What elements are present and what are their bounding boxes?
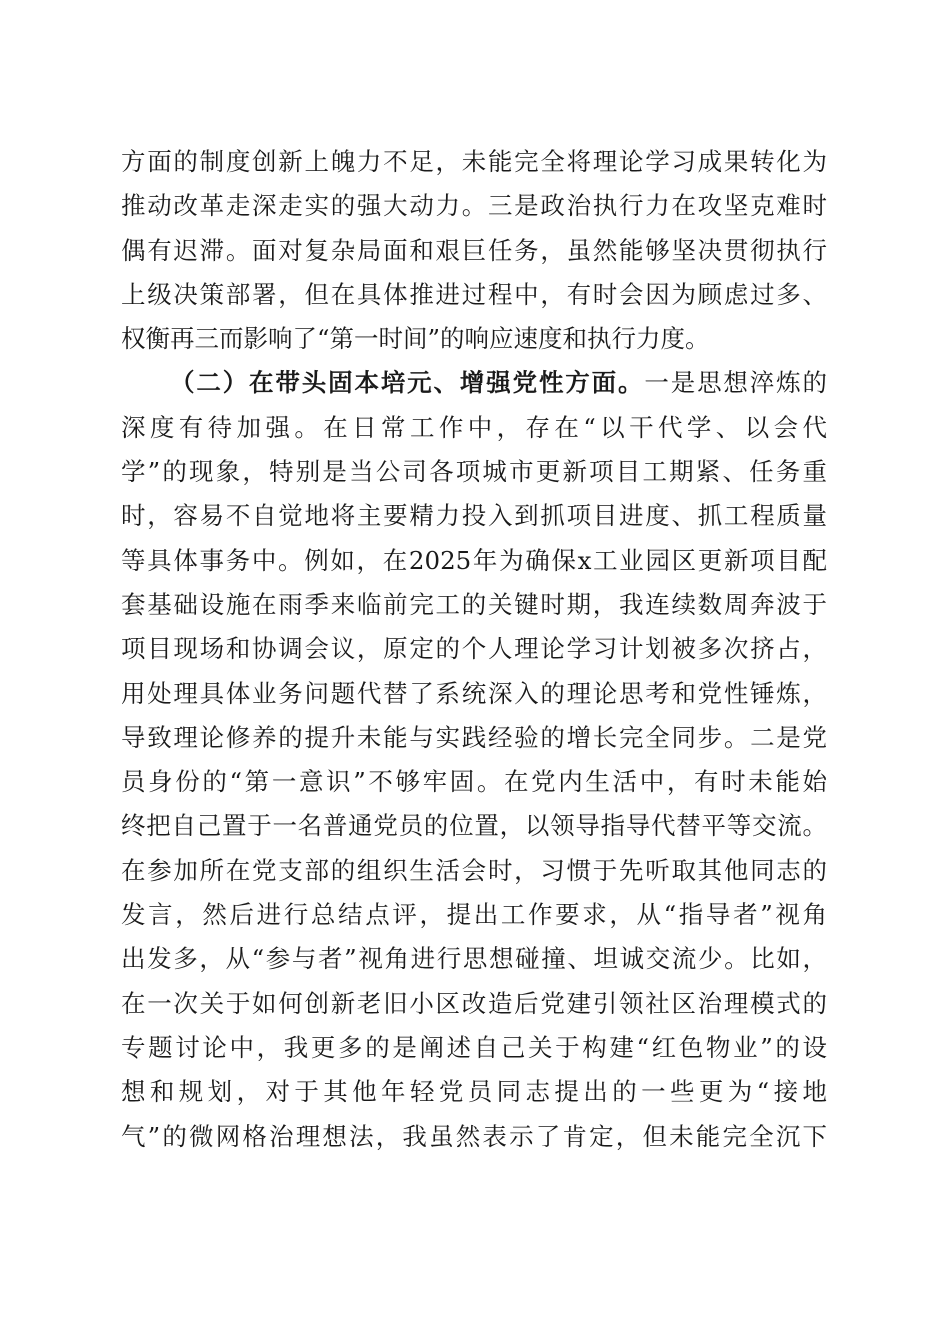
body-text (121, 140, 827, 1159)
section-two-intro: 一是思想淬炼的 (644, 368, 827, 398)
text-line: 偶有迟滞。面对复杂局面和艰巨任务，虽然能够坚决贯彻执行 (121, 235, 827, 265)
text-line: 项目现场和协调会议，原定的个人理论学习计划被多次挤占， (121, 634, 827, 664)
text-line: 终把自己置于一名普通党员的位置，以领导指导代替平等交流。 (121, 811, 827, 841)
text-line: 员身份的“第一意识”不够牢固。在党内生活中，有时未能始 (121, 767, 827, 797)
text-line: 方面的制度创新上魄力不足，未能完全将理论学习成果转化为 (121, 147, 827, 176)
text-line: 发言，然后进行总结点评，提出工作要求，从“指导者”视角 (121, 900, 827, 930)
section-two-heading: （二）在带头固本培元、增强党性方面。 (170, 368, 645, 398)
text-line: 深度有待加强。在日常工作中，存在“以干代学、以会代 (121, 412, 827, 442)
text-line: 时，容易不自觉地将主要精力投入到抓项目进度、抓工程质量 (121, 501, 827, 531)
text-line: 等具体事务中。例如，在2025年为确保x工业园区更新项目配 (121, 545, 827, 575)
text-line: 上级决策部署，但在具体推进过程中，有时会因为顾虑过多、 (121, 279, 827, 309)
text-line: 在参加所在党支部的组织生活会时，习惯于先听取其他同志的 (121, 855, 827, 885)
text-line: 学”的现象，特别是当公司各项城市更新项目工期紧、任务重 (121, 457, 827, 487)
text-line: 想和规划，对于其他年轻党员同志提出的一些更为“接地 (121, 1077, 827, 1107)
text-line: 用处理具体业务问题代替了系统深入的理论思考和党性锤炼， (121, 678, 827, 708)
text-line: 导致理论修养的提升未能与实践经验的增长完全同步。二是党 (121, 722, 827, 752)
text-line: 专题讨论中，我更多的是阐述自己关于构建“红色物业”的设 (121, 1032, 827, 1062)
text-line: 权衡再三而影响了“第一时间”的响应速度和执行力度。 (121, 324, 710, 354)
section-two-first-line (121, 361, 827, 405)
text-line: 出发多，从“参与者”视角进行思想碰撞、坦诚交流少。比如， (121, 944, 827, 974)
text-line: 套基础设施在雨季来临前完工的关键时期，我连续数周奔波于 (121, 589, 827, 619)
text-line: 气”的微网格治理想法，我虽然表示了肯定，但未能完全沉下 (121, 1121, 827, 1151)
text-line: 推动改革走深走实的强大动力。三是政治执行力在攻坚克难时 (121, 191, 827, 221)
text-line: 在一次关于如何创新老旧小区改造后党建引领社区治理模式的 (121, 988, 827, 1018)
